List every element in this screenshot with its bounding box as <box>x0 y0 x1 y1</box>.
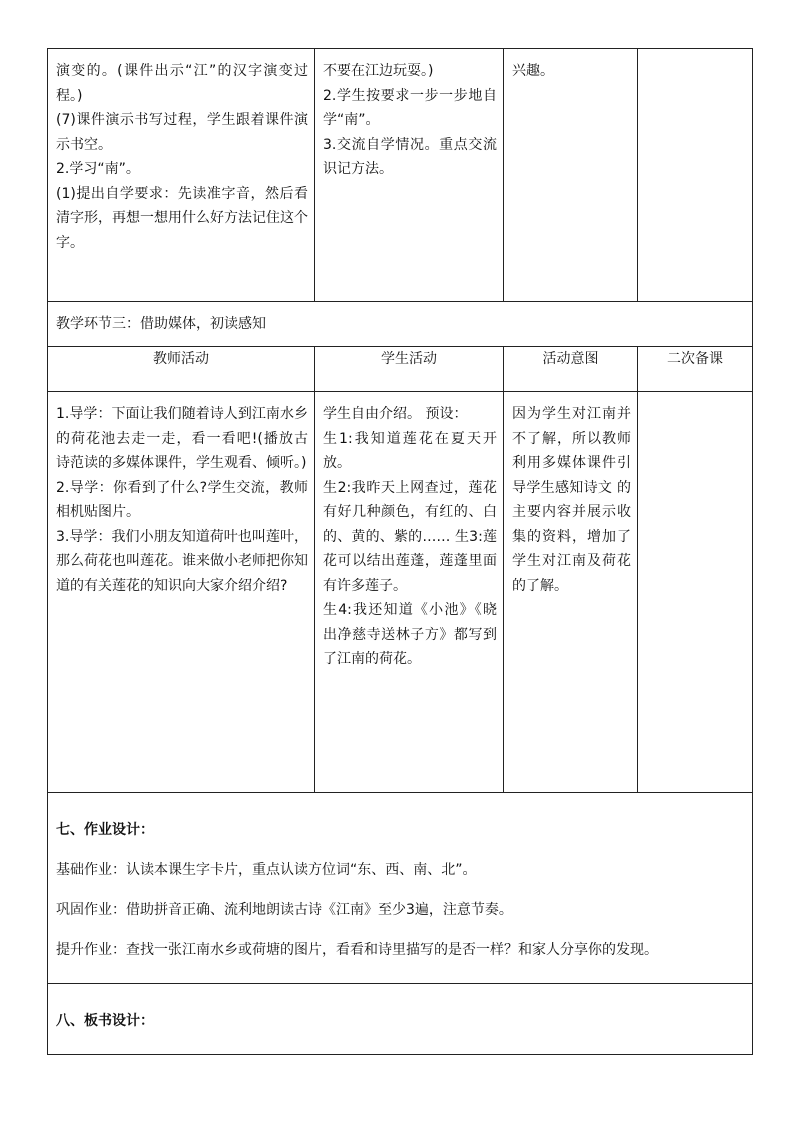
purpose-line: 因为学生对江南并不了解，所以教师利用多媒体课件引导学生感知诗文 的主要内容并展示收集的资料，增加了学生对江南及荷花的了解。 <box>512 406 631 594</box>
homework-row <box>48 793 753 984</box>
homework-title: 七、作业设计： <box>56 822 154 838</box>
teacher-line: 3.导学：我们小朋友知道荷叶也叫莲叶，那么荷花也叫莲花。谁来做小老师把你知道的有关莲花的知识向大家介绍介绍? <box>56 528 308 594</box>
teacher-line: 2.学习“南”。 <box>56 161 140 177</box>
board-title: 八、板书设计： <box>56 1013 154 1029</box>
student-activity-cell-top <box>315 49 504 302</box>
student-line: 生4:我还知道《小池》《晓出净慈寺送林子方》都写到了江南的荷花。 <box>323 602 497 667</box>
notes-cell-top <box>638 49 753 302</box>
purpose-cell-top <box>504 49 638 302</box>
student-line: 学生自由介绍。 预设： <box>323 406 468 422</box>
lesson-plan-table <box>47 48 753 1055</box>
board-row <box>48 984 753 1055</box>
homework-line: 巩固作业：借助拼音正确、流利地朗读古诗《江南》至少3遍，注意节奏。 <box>56 902 513 918</box>
homework-line: 提升作业：查找一张江南水乡或荷塘的图片，看看和诗里描写的是否一样？和家人分享你的发现。 <box>56 942 658 958</box>
activity-row <box>48 392 753 793</box>
board-cell <box>48 984 753 1055</box>
header-row <box>48 347 753 392</box>
purpose-cell <box>504 392 638 793</box>
teacher-line: 1.导学：下面让我们随着诗人到江南水乡的荷花池去走一走，看一看吧!(播放古 诗范读的多媒体课件，学生观看、倾听。) <box>56 406 308 471</box>
teacher-line: (7)课件演示书写过程，学生跟着课件演示书空。 <box>56 112 308 153</box>
header-purpose: 活动意图 <box>504 347 638 392</box>
student-line: 3.交流自学情况。重点交流识记方法。 <box>323 136 497 177</box>
student-line: 生1:我知道莲花在夏天开放。 <box>323 430 497 471</box>
stage-row <box>48 302 753 347</box>
stage-label: 教学环节三：借助媒体，初读感知 <box>56 316 266 332</box>
homework-line: 基础作业：认读本课生字卡片，重点认读方位词“东、西、南、北”。 <box>56 862 477 878</box>
notes-cell <box>638 392 753 793</box>
header-student: 学生活动 <box>315 347 504 392</box>
student-line: 2.学生按要求一步一步地自学“南”。 <box>323 87 497 128</box>
student-line: 不要在江边玩耍。) <box>323 63 434 79</box>
student-activity-cell <box>315 392 504 793</box>
purpose-line: 兴趣。 <box>512 63 554 79</box>
teacher-activity-cell-top <box>48 49 315 302</box>
student-line: 生2:我昨天上网查过，莲花有好几种颜色，有红的、白的、黄的、紫的…… 生3:莲花可以结出莲蓬，莲蓬里面有许多莲子。 <box>323 479 497 594</box>
teacher-activity-cell <box>48 392 315 793</box>
stage-cell <box>48 302 753 347</box>
teacher-line: 2.导学：你看到了什么?学生交流，教师相机贴图片。 <box>56 479 308 520</box>
header-teacher: 教师活动 <box>48 347 315 392</box>
teacher-line: (1)提出自学要求：先读准字音，然后看清字形，再想一想用什么好方法记住这个 字。 <box>56 185 308 251</box>
homework-cell <box>48 793 753 984</box>
continued-activity-row <box>48 49 753 302</box>
teacher-line: 演变的。(课件出示“江”的汉字演变过程。) <box>56 63 308 104</box>
header-notes: 二次备课 <box>638 347 753 392</box>
